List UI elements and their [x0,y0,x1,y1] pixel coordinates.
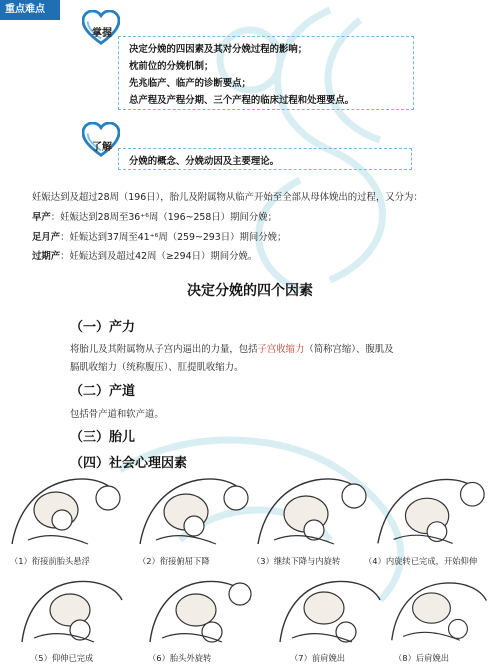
figure-caption: （5）仰伸已完成 [30,653,94,663]
understand-item: 分娩的概念、分娩动因及主要理论。 [129,156,280,167]
postterm-term: 过期产 [32,251,61,262]
force-text-1 [70,341,393,355]
force-text-a: 将胎儿及其附属物从子宫内逼出的力量，包括 [70,344,258,355]
postterm-line [32,248,257,262]
force-heading: （一）产力 [70,320,136,335]
birth-figure-illustration [8,470,128,548]
understand-label: 了解 [92,142,112,153]
master-item: 总产程及产程分期、三个产程的临床过程和处理要点。 [129,95,355,106]
birth-figure-illustration [388,574,492,646]
birth-figure-illustration [136,470,256,548]
figure-caption: （6）胎头外旋转 [148,653,212,663]
fullterm-text: ：妊娠达到37周至41⁺⁶周（259~293日）期间分娩； [60,232,287,243]
figure-caption: （8）后肩娩出 [394,653,450,663]
preterm-text: ：妊娠达到28周至36⁺⁶周（196~258日）期间分娩； [50,212,277,223]
postterm-text: ：妊娠达到及超过42周（≥294日）期间分娩。 [60,251,258,262]
force-text-2: 膈肌收缩力（统称腹压）、肛提肌收缩力。 [70,362,244,373]
preterm-line [32,209,277,223]
figure-caption: （4）内旋转已完成，开始仰伸 [364,556,478,566]
psych-heading: （四）社会心理因素 [70,456,188,471]
figure-caption: （1）衔接前胎头悬浮 [10,556,90,566]
master-item: 枕前位的分娩机制； [129,61,214,72]
master-item: 决定分娩的四因素及其对分娩过程的影响； [129,44,308,55]
passage-text: 包括骨产道和软产道。 [70,409,164,420]
birth-figure-illustration [18,574,128,646]
figure-caption: （2）衔接俯屈下降 [138,556,210,566]
fullterm-term: 足月产 [32,232,61,243]
key-points-tag: 重点难点 [0,0,60,20]
figure-caption: （3）继续下降与内旋转 [252,556,341,566]
preterm-term: 早产 [32,212,51,223]
figure-row-2 [8,574,492,666]
birth-figure-illustration [374,470,492,548]
birth-figure-illustration [254,470,374,548]
figure-row-1 [8,470,492,570]
understand-box [118,148,412,170]
birth-figure-illustration [276,574,386,646]
master-item: 先兆临产、临产的诊断要点； [129,78,251,89]
section-title: 决定分娩的四个因素 [187,283,313,299]
master-box [118,36,414,110]
birth-figure-illustration [146,574,256,646]
master-label: 掌握 [92,28,112,39]
passage-heading: （二）产道 [70,384,136,399]
figure-caption: （7）前肩娩出 [290,653,346,663]
intro-line: 妊娠达到及超过28周（196日），胎儿及附属物从临产开始至全部从母体娩出的过程，又分为： [32,192,423,203]
fetus-heading: （三）胎儿 [70,430,136,445]
fullterm-line [32,229,286,243]
force-text-b: （简称宫缩）、腹肌及 [304,344,394,355]
force-text-red: 子宫收缩力 [257,344,305,355]
